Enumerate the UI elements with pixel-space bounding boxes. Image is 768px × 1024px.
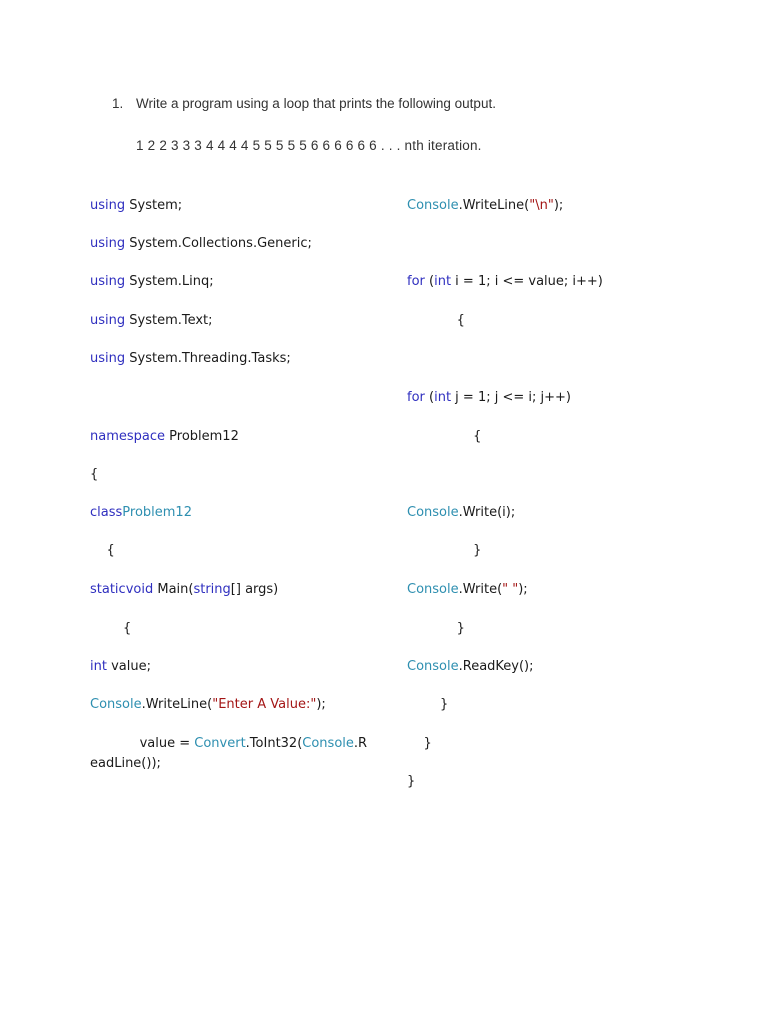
code-line — [407, 503, 515, 523]
code-line: } — [407, 543, 482, 558]
code-line — [90, 695, 326, 715]
question-number: 1. — [112, 96, 124, 111]
type-name: Console — [90, 697, 142, 712]
string-literal: " " — [502, 582, 519, 597]
sequence-output: 1 2 2 3 3 3 4 4 4 4 5 5 5 5 5 6 6 6 6 6 6 . . . nth iteration. — [136, 138, 482, 153]
code-line — [90, 503, 192, 523]
code-line — [90, 272, 214, 292]
code-line — [90, 196, 182, 216]
keyword: int — [434, 390, 452, 405]
code-line: { — [90, 543, 115, 558]
code-line: { — [407, 429, 482, 444]
code-text: .Write(i); — [458, 505, 516, 520]
code-text: ); — [518, 582, 528, 597]
question-text: Write a program using a loop that prints the following output. — [136, 96, 496, 111]
code-text: .WriteLine( — [141, 697, 213, 712]
code-line: } — [407, 736, 432, 751]
code-text: .Write( — [458, 582, 503, 597]
code-line — [407, 196, 563, 216]
code-text: System.Threading.Tasks; — [125, 351, 291, 366]
code-text: System; — [125, 198, 183, 213]
code-line — [90, 234, 312, 254]
keyword: staticvoid — [90, 582, 154, 597]
code-text: .R — [353, 736, 368, 751]
code-line — [407, 272, 603, 292]
keyword: int — [434, 274, 452, 289]
keyword: int — [90, 659, 107, 674]
type-name: Console — [302, 736, 354, 751]
code-text: Main( — [153, 582, 194, 597]
code-line: eadLine()); — [90, 756, 161, 771]
code-text: ( — [424, 390, 435, 405]
code-line: } — [407, 697, 449, 712]
keyword: for — [407, 274, 425, 289]
code-text: System.Collections.Generic; — [125, 236, 312, 251]
code-line — [407, 580, 528, 600]
keyword: string — [193, 582, 231, 597]
code-text: System.Linq; — [125, 274, 214, 289]
type-name: Console — [407, 659, 459, 674]
keyword: using — [90, 313, 126, 328]
type-name: Convert — [194, 736, 246, 751]
code-text: [] args) — [230, 582, 279, 597]
code-line — [90, 349, 291, 369]
code-text: value = — [90, 736, 195, 751]
keyword: using — [90, 351, 126, 366]
code-line — [90, 311, 213, 331]
keyword: class — [90, 505, 123, 520]
type-name: Console — [407, 505, 459, 520]
code-line — [90, 427, 239, 447]
code-text: ( — [424, 274, 435, 289]
keyword: namespace — [90, 429, 166, 444]
code-line: } — [407, 774, 416, 789]
code-line: { — [407, 313, 465, 328]
code-text: value; — [106, 659, 151, 674]
code-text: j = 1; j <= i; j++) — [451, 390, 571, 405]
string-literal: "\n" — [529, 198, 554, 213]
code-text: .ReadKey(); — [458, 659, 534, 674]
code-text: .ToInt32( — [245, 736, 303, 751]
keyword: using — [90, 274, 126, 289]
code-text: i = 1; i <= value; i++) — [451, 274, 603, 289]
code-text: .WriteLine( — [458, 198, 530, 213]
code-line — [407, 388, 571, 408]
code-line: } — [407, 621, 465, 636]
string-literal: "Enter A Value:" — [212, 697, 317, 712]
code-line — [90, 580, 278, 600]
code-text: ); — [316, 697, 326, 712]
code-text: ); — [553, 198, 564, 213]
type-name: Problem12 — [122, 505, 192, 520]
keyword: for — [407, 390, 425, 405]
code-text: System.Text; — [125, 313, 213, 328]
type-name: Console — [407, 582, 459, 597]
code-line: { — [90, 621, 132, 636]
keyword: using — [90, 236, 126, 251]
keyword: using — [90, 198, 126, 213]
code-line: { — [90, 467, 99, 482]
code-line — [90, 657, 151, 677]
code-text: Problem12 — [165, 429, 239, 444]
code-line — [90, 734, 367, 754]
type-name: Console — [407, 198, 459, 213]
question-item — [112, 96, 496, 111]
code-line — [407, 657, 534, 677]
